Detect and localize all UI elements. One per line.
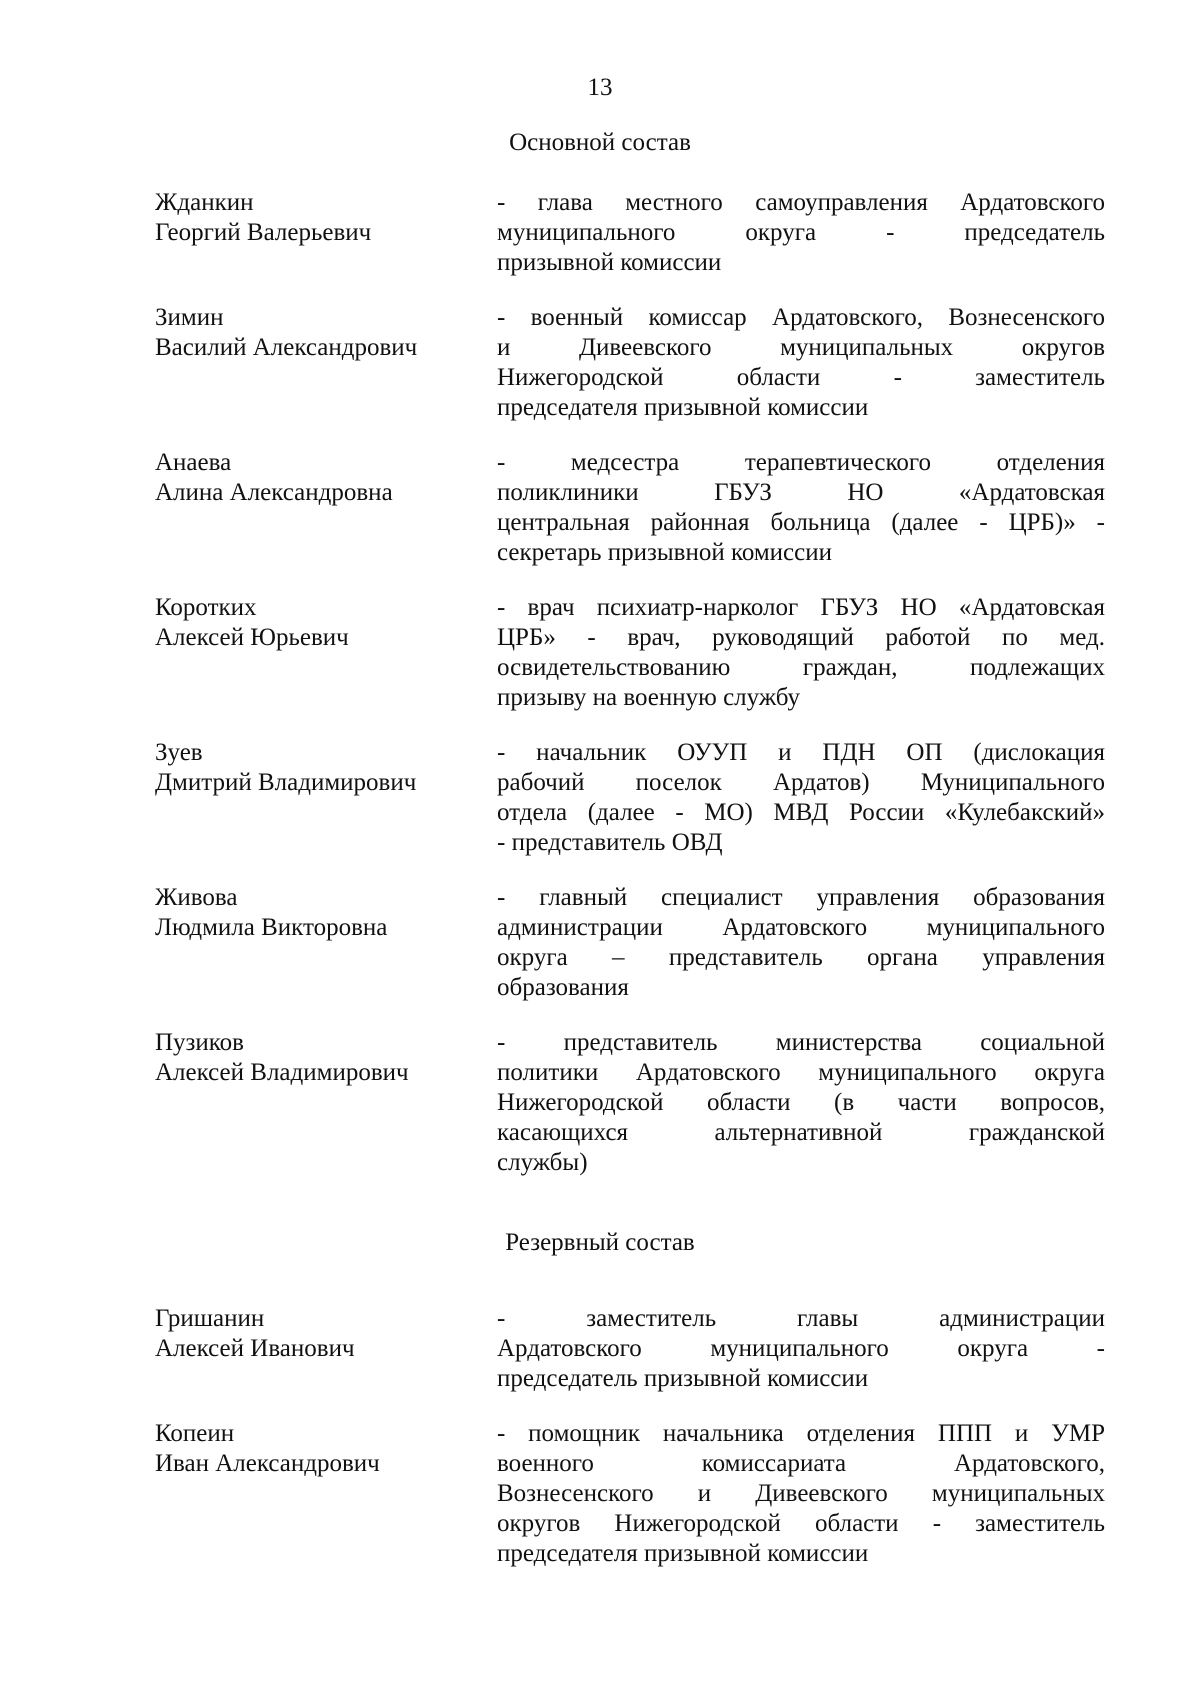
- member-name: [155, 303, 475, 363]
- member-name: [155, 1419, 475, 1479]
- role-line: председателя призывной комиссии: [497, 394, 869, 421]
- role-line: - начальник ОУУП и ПДН ОП (дислокация: [497, 739, 1105, 766]
- page-number: 13: [587, 74, 613, 101]
- member-name: [155, 188, 475, 248]
- member-role: [497, 1419, 1105, 1569]
- member-surname: Живова: [155, 884, 238, 911]
- member-surname: Пузиков: [155, 1029, 244, 1056]
- role-line: председатель призывной комиссии: [497, 1365, 869, 1392]
- role-line: отдела (далее - МО) МВД России «Кулебакский»: [497, 799, 1105, 826]
- member-role: [497, 188, 1105, 278]
- member-given-name: Алина Александровна: [155, 479, 393, 506]
- role-line: - врач психиатр-нарколог ГБУЗ НО «Ардатовская: [497, 594, 1105, 621]
- role-line: муниципального округа - председатель: [497, 219, 1105, 246]
- role-line: - медсестра терапевтического отделения: [497, 449, 1105, 476]
- member-surname: Копеин: [155, 1420, 235, 1447]
- member-surname: Жданкин: [155, 189, 254, 216]
- role-line: рабочий поселок Ардатов) Муниципального: [497, 769, 1105, 796]
- role-line: Нижегородской области - заместитель: [497, 364, 1105, 391]
- role-line: Вознесенского и Дивеевского муниципальных: [497, 1480, 1105, 1507]
- member-surname: Зуев: [155, 739, 203, 766]
- member-surname: Коротких: [155, 594, 257, 621]
- role-line: ЦРБ» - врач, руководящий работой по мед.: [497, 624, 1105, 651]
- role-line: - представитель ОВД: [497, 829, 723, 856]
- member-given-name: Алексей Юрьевич: [155, 624, 349, 651]
- role-line: призывной комиссии: [497, 249, 722, 276]
- role-line: - главный специалист управления образования: [497, 884, 1105, 911]
- role-line: - заместитель главы администрации: [497, 1305, 1105, 1332]
- member-surname: Гришанин: [155, 1305, 265, 1332]
- role-line: и Дивеевского муниципальных округов: [497, 334, 1105, 361]
- role-line: - помощник начальника отделения ППП и УМР: [497, 1420, 1105, 1447]
- role-line: военного комиссариата Ардатовского,: [497, 1450, 1105, 1477]
- role-line: образования: [497, 974, 629, 1001]
- member-role: [497, 738, 1105, 858]
- member-given-name: Алексей Владимирович: [155, 1059, 409, 1086]
- role-line: службы): [497, 1149, 588, 1176]
- member-surname: Зимин: [155, 304, 224, 331]
- role-line: председателя призывной комиссии: [497, 1540, 869, 1567]
- member-name: [155, 883, 475, 943]
- member-role: [497, 1304, 1105, 1394]
- role-line: округа – представитель органа управления: [497, 944, 1105, 971]
- member-given-name: Дмитрий Владимирович: [155, 769, 417, 796]
- member-name: [155, 448, 475, 508]
- role-line: округов Нижегородской области - заместитель: [497, 1510, 1105, 1537]
- member-role: [497, 593, 1105, 713]
- role-line: - военный комиссар Ардатовского, Вознесенского: [497, 304, 1105, 331]
- role-line: секретарь призывной комиссии: [497, 539, 833, 566]
- role-line: центральная районная больница (далее - ЦРБ)» -: [497, 509, 1105, 536]
- role-line: - глава местного самоуправления Ардатовского: [497, 189, 1105, 216]
- member-surname: Анаева: [155, 449, 232, 476]
- role-line: касающихся альтернативной гражданской: [497, 1119, 1105, 1146]
- member-given-name: Георгий Валерьевич: [155, 219, 372, 246]
- member-given-name: Алексей Иванович: [155, 1335, 355, 1362]
- member-name: [155, 1028, 475, 1088]
- role-line: политики Ардатовского муниципального округа: [497, 1059, 1105, 1086]
- section-title-main: Основной состав: [509, 129, 691, 156]
- section-title-reserve: Резервный состав: [505, 1229, 695, 1256]
- role-line: призыву на военную службу: [497, 684, 801, 711]
- member-given-name: Иван Александрович: [155, 1450, 380, 1477]
- member-name: [155, 593, 475, 653]
- member-role: [497, 448, 1105, 568]
- role-line: администрации Ардатовского муниципального: [497, 914, 1105, 941]
- member-role: [497, 883, 1105, 1003]
- role-line: поликлиники ГБУЗ НО «Ардатовская: [497, 479, 1105, 506]
- role-line: Нижегородской области (в части вопросов,: [497, 1089, 1105, 1116]
- member-given-name: Василий Александрович: [155, 334, 418, 361]
- member-role: [497, 303, 1105, 423]
- role-line: Ардатовского муниципального округа -: [497, 1335, 1105, 1362]
- member-given-name: Людмила Викторовна: [155, 914, 388, 941]
- member-name: [155, 738, 475, 798]
- member-name: [155, 1304, 475, 1364]
- role-line: освидетельствованию граждан, подлежащих: [497, 654, 1105, 681]
- member-role: [497, 1028, 1105, 1178]
- role-line: - представитель министерства социальной: [497, 1029, 1105, 1056]
